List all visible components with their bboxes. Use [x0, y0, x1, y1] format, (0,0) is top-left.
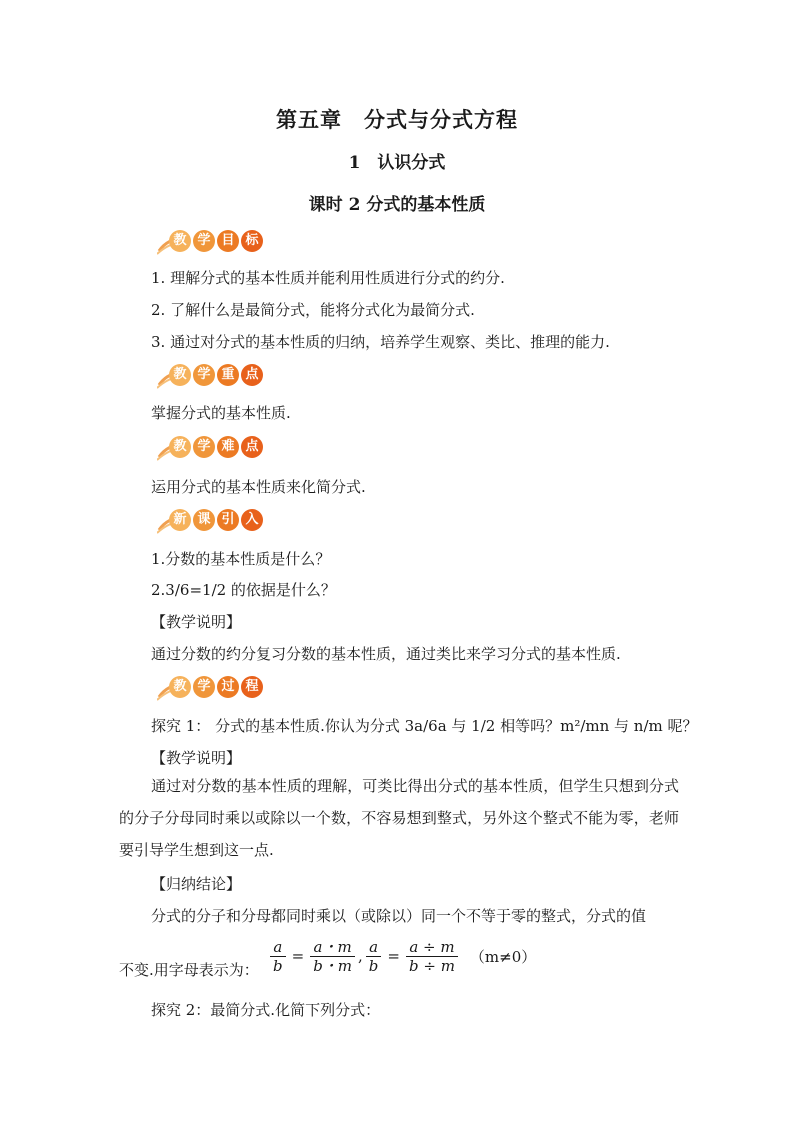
teaching-note-text: 通过分数的约分复习分数的基本性质，通过类比来学习分式的基本性质.: [151, 645, 621, 663]
badge-char: 引: [217, 509, 239, 531]
badge-char: 学: [193, 230, 215, 252]
goal-item: 3. 通过对分式的基本性质的归纳，培养学生观察、类比、推理的能力.: [151, 333, 610, 351]
badge-char: 新: [169, 509, 191, 531]
fraction: [366, 938, 382, 975]
difficulty-badge: [157, 436, 257, 462]
intro-question: 1.分数的基本性质是什么？: [151, 550, 331, 568]
equals-sign: =: [291, 947, 305, 965]
condition: （m≠0）: [469, 947, 537, 966]
badge-char: 教: [169, 676, 191, 698]
badge-char: 入: [241, 509, 263, 531]
badge-char: 程: [241, 676, 263, 698]
section-title: 1 认识分式: [348, 153, 446, 173]
badge-char: 点: [241, 364, 263, 386]
badge-char: 难: [217, 436, 239, 458]
badge-char: 过: [217, 676, 239, 698]
explore-2: 探究 2：最简分式.化简下列分式：: [151, 1001, 381, 1019]
badge-char: 目: [217, 230, 239, 252]
badge-char: 重: [217, 364, 239, 386]
numerator: a・m: [313, 937, 352, 956]
conclusion-prefix: 不变.用字母表示为：: [119, 961, 259, 979]
key-badge: [157, 364, 257, 390]
goals-badge: [157, 230, 257, 256]
badge-char: 课: [193, 509, 215, 531]
comma: ,: [358, 947, 363, 965]
fraction: [270, 938, 286, 975]
conclusion-label: 【归纳结论】: [151, 875, 242, 893]
chapter-title: 第五章 分式与分式方程: [276, 107, 518, 132]
badge-char: 教: [169, 230, 191, 252]
fraction: [310, 938, 355, 975]
badge-char: 学: [193, 364, 215, 386]
teaching-note-label: 【教学说明】: [151, 613, 242, 631]
numerator: a: [369, 937, 379, 956]
intro-question: 2.3/6=1/2 的依据是什么？: [151, 581, 336, 599]
teaching-note-text: 通过对分数的基本性质的理解，可类比得出分式的基本性质，但学生只想到分式的分子分母同时乘以或除以一个数，不容易想到整式，另外这个整式不能为零，老师要引导学生想到这一点.: [119, 777, 679, 859]
property-formula: [268, 934, 536, 978]
lesson-title: 课时 2 分式的基本性质: [308, 195, 486, 215]
intro-badge: [157, 509, 257, 535]
goal-item: 1. 理解分式的基本性质并能利用性质进行分式的约分.: [151, 269, 505, 287]
denominator: b・m: [310, 956, 355, 975]
goal-item: 2. 了解什么是最简分式，能将分式化为最简分式.: [151, 301, 475, 319]
numerator: a ÷ m: [409, 937, 455, 956]
difficulty-point: 运用分式的基本性质来化简分式.: [151, 478, 366, 496]
conclusion-text: 分式的分子和分母都同时乘以（或除以）同一个不等于零的整式，分式的值: [151, 907, 647, 925]
process-badge: [157, 676, 257, 702]
equals-sign: =: [387, 947, 400, 965]
denominator: b ÷ m: [406, 956, 458, 975]
badge-char: 学: [193, 436, 215, 458]
teaching-note-paragraph: [119, 770, 679, 866]
denominator: b: [366, 956, 382, 975]
badge-char: 学: [193, 676, 215, 698]
badge-char: 教: [169, 364, 191, 386]
badge-char: 教: [169, 436, 191, 458]
badge-char: 标: [241, 230, 263, 252]
badge-char: 点: [241, 436, 263, 458]
key-point: 掌握分式的基本性质.: [151, 404, 291, 422]
explore-1: 探究 1： 分式的基本性质.你认为分式 3a/6a 与 1/2 相等吗？m²/mn 与 n/m 呢？: [151, 717, 698, 735]
numerator: a: [273, 937, 283, 956]
fraction: [406, 938, 458, 975]
teaching-note-label: 【教学说明】: [151, 749, 242, 767]
denominator: b: [270, 956, 286, 975]
